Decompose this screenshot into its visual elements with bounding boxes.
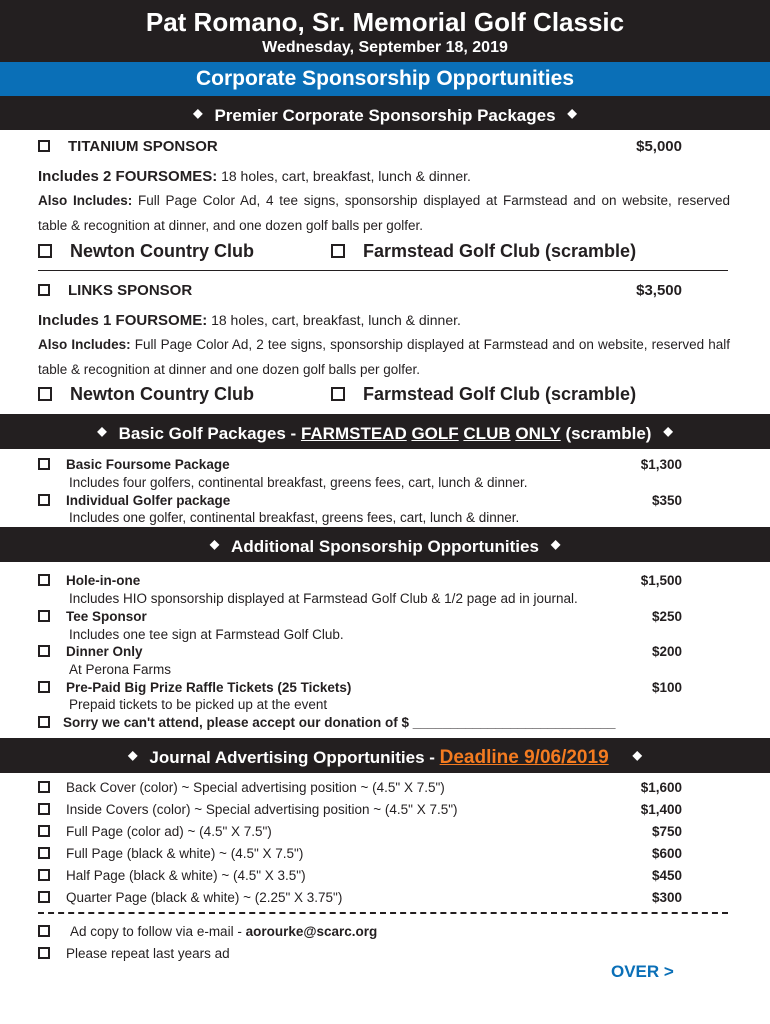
links-also-text: Full Page Color Ad, 2 tee signs, sponsorship displayed at Farmstead and on website, reserved half table & recognition at dinner and one dozen golf balls per golfer. [38, 337, 731, 377]
titanium-includes-label: Includes 2 FOURSOMES: [38, 168, 218, 185]
checkbox-icon[interactable] [38, 781, 50, 793]
corporate-banner: Corporate Sponsorship Opportunities [0, 62, 770, 96]
list-item [38, 845, 682, 862]
links-includes-text: 18 holes, cart, breakfast, lunch & dinner. [211, 312, 461, 328]
item-price: $1,500 [640, 573, 682, 588]
titanium-includes-text: 18 holes, cart, breakfast, lunch & dinner. [221, 168, 471, 184]
repeat-ad-row [38, 945, 682, 962]
links-label: LINKS SPONSOR [68, 282, 193, 299]
links-also [38, 332, 730, 382]
item-label: Inside Covers (color) ~ Special advertising position ~ (4.5" X 7.5") [66, 802, 458, 817]
checkbox-icon[interactable] [331, 387, 345, 401]
item-label: Pre-Paid Big Prize Raffle Tickets (25 Tickets) [66, 680, 352, 695]
adcopy-label: Ad copy to follow via e-mail - [70, 924, 246, 939]
item-label: Full Page (color ad) ~ (4.5" X 7.5") [66, 824, 272, 839]
basic-heading-word: CLUB [463, 424, 511, 443]
basic-heading-word: GOLF [411, 424, 459, 443]
diamond-icon: ◆ [128, 748, 138, 762]
additional-section-header [0, 527, 770, 562]
basic-section-header [0, 414, 770, 449]
list-item [38, 679, 682, 696]
item-label: Basic Foursome Package [66, 457, 230, 472]
titanium-also-label: Also Includes: [38, 193, 133, 208]
checkbox-icon[interactable] [38, 387, 52, 401]
item-description: Includes one tee sign at Farmstead Golf Club. [69, 627, 344, 642]
list-item [38, 572, 682, 589]
item-price: $250 [651, 609, 682, 624]
item-price: $600 [651, 846, 682, 861]
premier-heading: Premier Corporate Sponsorship Packages [214, 106, 556, 125]
list-item [38, 889, 682, 906]
over-link[interactable]: OVER > [611, 962, 674, 981]
titanium-also-text: Full Page Color Ad, 4 tee signs, sponsorship displayed at Farmstead and on website, reserved table & recognition at dinner, and one dozen golf balls per golfer. [38, 193, 730, 233]
diamond-icon: ◆ [209, 537, 220, 551]
checkbox-icon[interactable] [38, 140, 50, 152]
list-item [38, 823, 682, 840]
item-price: $1,300 [640, 457, 682, 472]
repeat-label: Please repeat last years ad [66, 946, 230, 961]
club2-label: Farmstead Golf Club (scramble) [363, 384, 637, 404]
checkbox-icon[interactable] [38, 716, 50, 728]
item-price: $750 [651, 824, 682, 839]
list-item [38, 779, 682, 796]
adcopy-email: aorourke@scarc.org [245, 924, 378, 939]
item-price: $1,400 [640, 802, 682, 817]
titanium-club1-option[interactable] [38, 241, 254, 261]
title-block [0, 0, 770, 62]
checkbox-icon[interactable] [38, 610, 50, 622]
club1-label: Newton Country Club [70, 241, 254, 261]
titanium-includes [38, 167, 471, 186]
item-label: Quarter Page (black & white) ~ (2.25" X 3.75") [66, 890, 343, 905]
basic-heading-prefix: Basic Golf Packages - [118, 424, 301, 443]
item-price: $200 [651, 644, 682, 659]
checkbox-icon[interactable] [38, 244, 52, 258]
checkbox-icon[interactable] [38, 645, 50, 657]
diamond-icon: ◆ [550, 537, 561, 551]
checkbox-icon[interactable] [38, 825, 50, 837]
donation-row [38, 714, 728, 731]
links-price: $3,500 [636, 282, 682, 299]
list-item [38, 867, 682, 884]
club1-label: Newton Country Club [70, 384, 254, 404]
titanium-sponsor-row [38, 137, 682, 157]
diamond-icon: ◆ [97, 424, 107, 438]
item-label: Half Page (black & white) ~ (4.5" X 3.5") [66, 868, 306, 883]
checkbox-icon[interactable] [38, 681, 50, 693]
item-label: Full Page (black & white) ~ (4.5" X 7.5") [66, 846, 304, 861]
checkbox-icon[interactable] [38, 869, 50, 881]
premier-section-header [0, 96, 770, 130]
journal-heading: Journal Advertising Opportunities - [149, 748, 440, 767]
titanium-club2-option[interactable] [331, 240, 636, 262]
checkbox-icon[interactable] [38, 458, 50, 470]
additional-heading: Additional Sponsorship Opportunities [231, 537, 539, 556]
checkbox-icon[interactable] [38, 284, 50, 296]
divider [38, 270, 728, 271]
titanium-also [38, 188, 730, 238]
item-label: Hole-in-one [66, 573, 141, 588]
list-item [38, 492, 682, 509]
item-label: Tee Sponsor [66, 609, 147, 624]
list-item [38, 643, 682, 660]
item-label: Back Cover (color) ~ Special advertising position ~ (4.5" X 7.5") [66, 780, 445, 795]
checkbox-icon[interactable] [38, 891, 50, 903]
links-club2-option[interactable] [331, 383, 636, 405]
links-club1-option[interactable] [38, 384, 254, 404]
item-price: $300 [651, 890, 682, 905]
item-description: Includes four golfers, continental breakfast, greens fees, cart, lunch & dinner. [69, 475, 528, 490]
journal-deadline: Deadline 9/06/2019 [439, 747, 609, 768]
diamond-icon: ◆ [663, 424, 673, 438]
checkbox-icon[interactable] [331, 244, 345, 258]
titanium-club-row [38, 240, 728, 262]
journal-section-header [0, 738, 770, 773]
checkbox-icon[interactable] [38, 574, 50, 586]
item-description: Includes one golfer, continental breakfast, greens fees, cart, lunch & dinner. [69, 510, 520, 525]
club2-label: Farmstead Golf Club (scramble) [363, 241, 637, 261]
checkbox-icon[interactable] [38, 803, 50, 815]
item-label: Dinner Only [66, 644, 143, 659]
titanium-price: $5,000 [636, 138, 682, 155]
diamond-icon: ◆ [193, 106, 203, 120]
list-item [38, 801, 682, 818]
list-item [38, 608, 682, 625]
item-label: Individual Golfer package [66, 493, 231, 508]
adcopy-row [38, 923, 682, 940]
item-description: Includes HIO sponsorship displayed at Farmstead Golf Club & 1/2 page ad in journal. [69, 591, 578, 606]
links-sponsor-row [38, 281, 682, 301]
list-item [38, 456, 682, 473]
checkbox-icon[interactable] [38, 925, 50, 937]
diamond-icon: ◆ [567, 106, 577, 120]
links-also-label: Also Includes: [38, 337, 131, 352]
item-description: Prepaid tickets to be picked up at the event [69, 697, 328, 712]
event-title: Pat Romano, Sr. Memorial Golf Classic [145, 7, 625, 37]
item-price: $350 [651, 493, 682, 508]
dashed-divider [38, 912, 728, 914]
titanium-label: TITANIUM SPONSOR [68, 138, 218, 155]
links-club-row [38, 383, 728, 405]
donation-label: Sorry we can't attend, please accept our donation of $ ___________________________ [63, 715, 616, 730]
event-date: Wednesday, September 18, 2019 [262, 39, 508, 56]
item-price: $1,600 [640, 780, 682, 795]
checkbox-icon[interactable] [38, 494, 50, 506]
diamond-icon: ◆ [632, 748, 642, 762]
links-includes [38, 311, 461, 330]
item-price: $450 [651, 868, 682, 883]
item-price: $100 [651, 680, 682, 695]
basic-heading-suffix: (scramble) [565, 424, 652, 443]
checkbox-icon[interactable] [38, 847, 50, 859]
basic-heading-word: ONLY [515, 424, 561, 443]
basic-heading-word: FARMSTEAD [300, 424, 407, 443]
links-includes-label: Includes 1 FOURSOME: [38, 312, 208, 329]
item-description: At Perona Farms [69, 662, 172, 677]
checkbox-icon[interactable] [38, 947, 50, 959]
